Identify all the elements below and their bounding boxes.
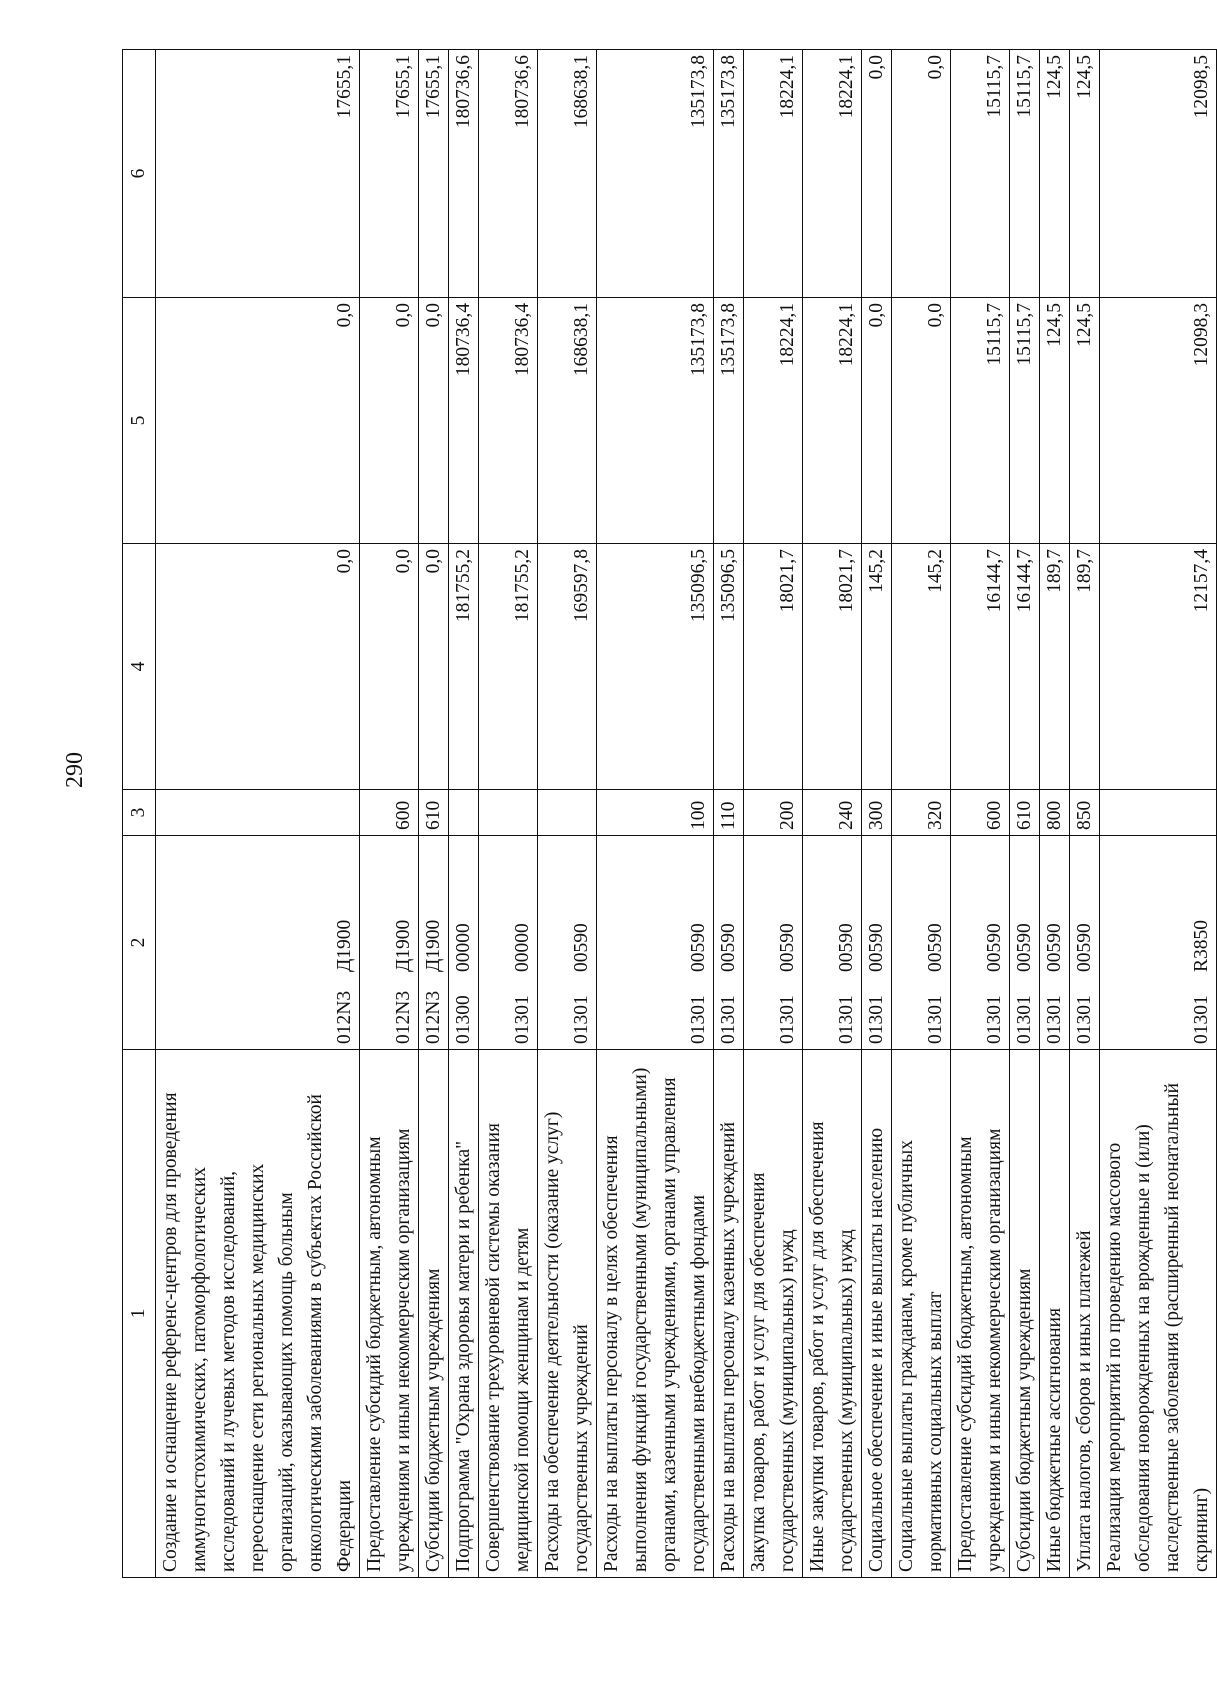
row-amount-v4: 169597,8	[538, 544, 597, 790]
row-amount-v4: 189,7	[1070, 544, 1100, 790]
table-row	[597, 50, 714, 1578]
row-target-code	[419, 836, 449, 1050]
row-name: Расходы на выплаты персоналу в целях обеспечения выполнения функций государственными (муниципальными) органами, казенными учреждениями, органами управления государственными внебюджетными фондами	[597, 1050, 714, 1578]
row-amount-v4: 18021,7	[744, 544, 803, 790]
row-name: Субсидии бюджетным учреждениям	[1010, 1050, 1040, 1578]
row-name: Субсидии бюджетным учреждениям	[419, 1050, 449, 1578]
target-code-part-2: Д1900	[334, 919, 355, 972]
row-target-code	[1010, 836, 1040, 1050]
row-expense-type: 240	[803, 790, 862, 836]
row-amount-v6: 124,5	[1070, 50, 1100, 298]
row-amount-v6: 0,0	[862, 50, 892, 298]
table-row	[803, 50, 862, 1578]
row-expense-type: 610	[419, 790, 449, 836]
row-target-code	[1040, 836, 1070, 1050]
row-amount-v4: 145,2	[862, 544, 892, 790]
row-expense-type	[156, 790, 360, 836]
target-code-part-2: 00590	[1014, 923, 1035, 972]
table-row	[1040, 50, 1070, 1578]
row-amount-v6: 17655,1	[360, 50, 419, 298]
target-code-part-1: 01301	[836, 995, 857, 1044]
target-code-part-2: 00590	[688, 923, 709, 972]
row-name: Закупка товаров, работ и услуг для обеспечения государственных (муниципальных) нужд	[744, 1050, 803, 1578]
target-code-part-2: 00590	[777, 923, 798, 972]
row-target-code	[479, 836, 538, 1050]
row-target-code	[951, 836, 1010, 1050]
header-col-6: 6	[123, 50, 156, 298]
row-name: Расходы на обеспечение деятельности (оказание услуг) государственных учреждений	[538, 1050, 597, 1578]
row-amount-v5: 15115,7	[951, 298, 1010, 544]
row-expense-type: 300	[862, 790, 892, 836]
header-col-2: 2	[123, 836, 156, 1050]
row-expense-type: 200	[744, 790, 803, 836]
row-amount-v5: 180736,4	[479, 298, 538, 544]
target-code-part-2: 00590	[1044, 923, 1065, 972]
row-amount-v5: 0,0	[419, 298, 449, 544]
target-code-part-2: 00590	[984, 923, 1005, 972]
target-code-part-1: 01301	[512, 995, 533, 1044]
row-amount-v5: 0,0	[360, 298, 419, 544]
row-amount-v5: 124,5	[1040, 298, 1070, 544]
target-code-part-2: 00590	[866, 923, 887, 972]
row-target-code	[538, 836, 597, 1050]
row-amount-v4: 135096,5	[714, 544, 744, 790]
row-expense-type: 110	[714, 790, 744, 836]
row-amount-v4: 135096,5	[597, 544, 714, 790]
row-amount-v4: 189,7	[1040, 544, 1070, 790]
row-amount-v6: 12098,5	[1100, 50, 1217, 298]
row-name: Расходы на выплаты персоналу казенных учреждений	[714, 1050, 744, 1578]
row-target-code	[156, 836, 360, 1050]
table-row	[156, 50, 360, 1578]
header-col-5: 5	[123, 298, 156, 544]
row-name: Иные бюджетные ассигнования	[1040, 1050, 1070, 1578]
row-expense-type	[538, 790, 597, 836]
table-row	[449, 50, 479, 1578]
row-name: Иные закупки товаров, работ и услуг для обеспечения государственных (муниципальных) нужд	[803, 1050, 862, 1578]
row-amount-v6: 17655,1	[419, 50, 449, 298]
header-col-4: 4	[123, 544, 156, 790]
row-amount-v5: 0,0	[892, 298, 951, 544]
target-code-part-1: 01301	[1074, 995, 1095, 1044]
row-name: Уплата налогов, сборов и иных платежей	[1070, 1050, 1100, 1578]
row-expense-type	[1100, 790, 1217, 836]
row-amount-v5: 12098,3	[1100, 298, 1217, 544]
row-amount-v5: 135173,8	[597, 298, 714, 544]
header-col-3: 3	[123, 790, 156, 836]
row-name: Социальное обеспечение и иные выплаты населению	[862, 1050, 892, 1578]
row-expense-type: 100	[597, 790, 714, 836]
table-row	[744, 50, 803, 1578]
row-amount-v5: 135173,8	[714, 298, 744, 544]
row-name: Предоставление субсидий бюджетным, автономным учреждениям и иным некоммерческим организациям	[951, 1050, 1010, 1578]
row-amount-v6: 0,0	[892, 50, 951, 298]
row-name: Создание и оснащение референс-центров для проведения иммуногистохимических, патоморфологических исследований и лучевых методов исследований, переоснащение сети региональных медицинских организаций, оказывающих помощь больным онкологическими заболеваниями в субъектах Российской Федерации	[156, 1050, 360, 1578]
table-row	[1010, 50, 1040, 1578]
row-amount-v5: 168638,1	[538, 298, 597, 544]
row-target-code	[862, 836, 892, 1050]
row-target-code	[1100, 836, 1217, 1050]
row-amount-v4: 181755,2	[449, 544, 479, 790]
row-amount-v5: 18224,1	[744, 298, 803, 544]
target-code-part-2: Д1900	[423, 919, 444, 972]
row-amount-v6: 15115,7	[1010, 50, 1040, 298]
row-amount-v4: 18021,7	[803, 544, 862, 790]
row-amount-v5: 15115,7	[1010, 298, 1040, 544]
row-amount-v6: 180736,6	[479, 50, 538, 298]
row-amount-v6: 15115,7	[951, 50, 1010, 298]
target-code-part-1: 01301	[777, 995, 798, 1044]
header-row	[123, 50, 156, 1578]
target-code-part-1: 012N3	[423, 990, 444, 1044]
row-amount-v6: 18224,1	[744, 50, 803, 298]
row-target-code	[449, 836, 479, 1050]
row-amount-v4: 0,0	[156, 544, 360, 790]
row-target-code	[744, 836, 803, 1050]
target-code-part-1: 012N3	[334, 990, 355, 1044]
table-row	[714, 50, 744, 1578]
budget-table	[122, 49, 1217, 1578]
target-code-part-1: 01301	[1044, 995, 1065, 1044]
target-code-part-2: 00590	[836, 923, 857, 972]
table-row	[862, 50, 892, 1578]
table-row	[538, 50, 597, 1578]
row-target-code	[360, 836, 419, 1050]
target-code-part-2: 00000	[453, 923, 474, 972]
row-amount-v5: 0,0	[862, 298, 892, 544]
target-code-part-1: 01301	[718, 995, 739, 1044]
table-row	[1070, 50, 1100, 1578]
row-expense-type	[479, 790, 538, 836]
row-name: Совершенствование трехуровневой системы оказания медицинской помощи женщинам и детям	[479, 1050, 538, 1578]
row-amount-v6: 168638,1	[538, 50, 597, 298]
row-expense-type: 610	[1010, 790, 1040, 836]
row-target-code	[1070, 836, 1100, 1050]
table-body	[156, 50, 1217, 1578]
table-row	[419, 50, 449, 1578]
table-row	[360, 50, 419, 1578]
target-code-part-1: 01301	[688, 995, 709, 1044]
row-amount-v5: 18224,1	[803, 298, 862, 544]
table-row	[951, 50, 1010, 1578]
target-code-part-1: 01301	[925, 995, 946, 1044]
row-target-code	[892, 836, 951, 1050]
row-amount-v5: 124,5	[1070, 298, 1100, 544]
target-code-part-1: 01301	[1014, 995, 1035, 1044]
row-amount-v4: 0,0	[419, 544, 449, 790]
target-code-part-2: 00590	[925, 923, 946, 972]
row-name: Социальные выплаты гражданам, кроме публичных нормативных социальных выплат	[892, 1050, 951, 1578]
row-amount-v4: 0,0	[360, 544, 419, 790]
row-name: Предоставление субсидий бюджетным, автономным учреждениям и иным некоммерческим организациям	[360, 1050, 419, 1578]
target-code-part-1: 01301	[984, 995, 1005, 1044]
row-expense-type: 600	[951, 790, 1010, 836]
row-amount-v5: 0,0	[156, 298, 360, 544]
target-code-part-2: 00590	[1074, 923, 1095, 972]
target-code-part-1: 01301	[866, 995, 887, 1044]
target-code-part-1: 01301	[571, 995, 592, 1044]
row-amount-v6: 124,5	[1040, 50, 1070, 298]
row-amount-v6: 18224,1	[803, 50, 862, 298]
row-name: Реализация мероприятий по проведению массового обследования новорожденных на врожденные и (или) наследственные заболевания (расширенный неонатальный скрининг)	[1100, 1050, 1217, 1578]
row-expense-type: 850	[1070, 790, 1100, 836]
row-name: Подпрограмма "Охрана здоровья матери и ребенка"	[449, 1050, 479, 1578]
row-target-code	[597, 836, 714, 1050]
row-amount-v5: 180736,4	[449, 298, 479, 544]
target-code-part-2: 00590	[571, 923, 592, 972]
row-amount-v6: 135173,8	[714, 50, 744, 298]
row-amount-v4: 16144,7	[1010, 544, 1040, 790]
table-header	[123, 50, 156, 1578]
target-code-part-1: 012N3	[393, 990, 414, 1044]
row-amount-v6: 180736,6	[449, 50, 479, 298]
row-amount-v4: 16144,7	[951, 544, 1010, 790]
target-code-part-2: Д1900	[393, 919, 414, 972]
row-target-code	[714, 836, 744, 1050]
row-expense-type: 600	[360, 790, 419, 836]
target-code-part-2: 00000	[512, 923, 533, 972]
row-amount-v4: 12157,4	[1100, 544, 1217, 790]
row-expense-type	[449, 790, 479, 836]
row-amount-v4: 145,2	[892, 544, 951, 790]
header-col-1: 1	[123, 1050, 156, 1578]
table-row	[892, 50, 951, 1578]
target-code-part-2: 00590	[718, 923, 739, 972]
row-target-code	[803, 836, 862, 1050]
target-code-part-1: 01301	[1191, 995, 1212, 1044]
target-code-part-2: R3850	[1191, 919, 1212, 972]
table-row	[479, 50, 538, 1578]
rotated-table-container	[122, 50, 1212, 1578]
target-code-part-1: 01300	[453, 995, 474, 1044]
row-amount-v6: 135173,8	[597, 50, 714, 298]
row-expense-type: 800	[1040, 790, 1070, 836]
page-number: 290	[62, 752, 88, 788]
row-amount-v6: 17655,1	[156, 50, 360, 298]
row-expense-type: 320	[892, 790, 951, 836]
table-row	[1100, 50, 1217, 1578]
row-amount-v4: 181755,2	[479, 544, 538, 790]
